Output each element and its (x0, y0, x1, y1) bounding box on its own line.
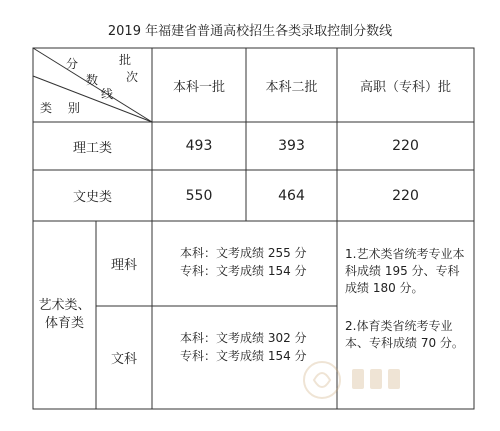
science-vocational-score: 220 (392, 138, 419, 154)
subrow-science-label: 理科 (110, 258, 137, 273)
science-junior-line: 专科：文考成绩 154 分 (180, 264, 307, 278)
subrow-arts-label: 文科 (110, 352, 137, 367)
arts-undergrad-line: 本科：文考成绩 302 分 (180, 331, 307, 345)
arts-tier2-score: 464 (278, 187, 305, 204)
corner-score-char-3: 线 (101, 87, 114, 101)
corner-score-char-2: 数 (86, 73, 99, 87)
table-title: 2019 年福建省普通高校招生各类录取控制分数线 (107, 24, 393, 39)
science-tier1-score: 493 (185, 138, 213, 154)
art-exam-note: 1.艺术类省统考专业本科成绩 195 分、专科成绩 180 分。 (345, 247, 465, 295)
column-header-tier1: 本科一批 (172, 79, 225, 95)
row-category-arts: 文史类 (72, 190, 112, 205)
arts-vocational-score: 220 (392, 187, 419, 204)
sports-exam-note: 2.体育类省统考专业本、专科成绩 70 分。 (345, 319, 464, 350)
science-tier2-score: 393 (278, 138, 305, 154)
science-undergrad-line: 本科：文考成绩 255 分 (180, 246, 307, 260)
arts-tier1-score: 550 (185, 187, 213, 204)
arts-junior-line: 专科：文考成绩 154 分 (180, 349, 307, 363)
corner-score-char-1: 分 (66, 57, 79, 71)
row-category-art-sports: 艺术类、体育类 (38, 298, 91, 331)
corner-batch-char-1: 批 (119, 53, 132, 67)
column-header-vocational: 高职（专科）批 (359, 79, 451, 95)
corner-category-label: 类 别 (40, 101, 86, 115)
corner-batch-char-2: 次 (126, 70, 139, 84)
row-category-science: 理工类 (72, 140, 112, 156)
column-header-tier2: 本科二批 (265, 79, 318, 95)
watermark-logo (300, 355, 430, 405)
